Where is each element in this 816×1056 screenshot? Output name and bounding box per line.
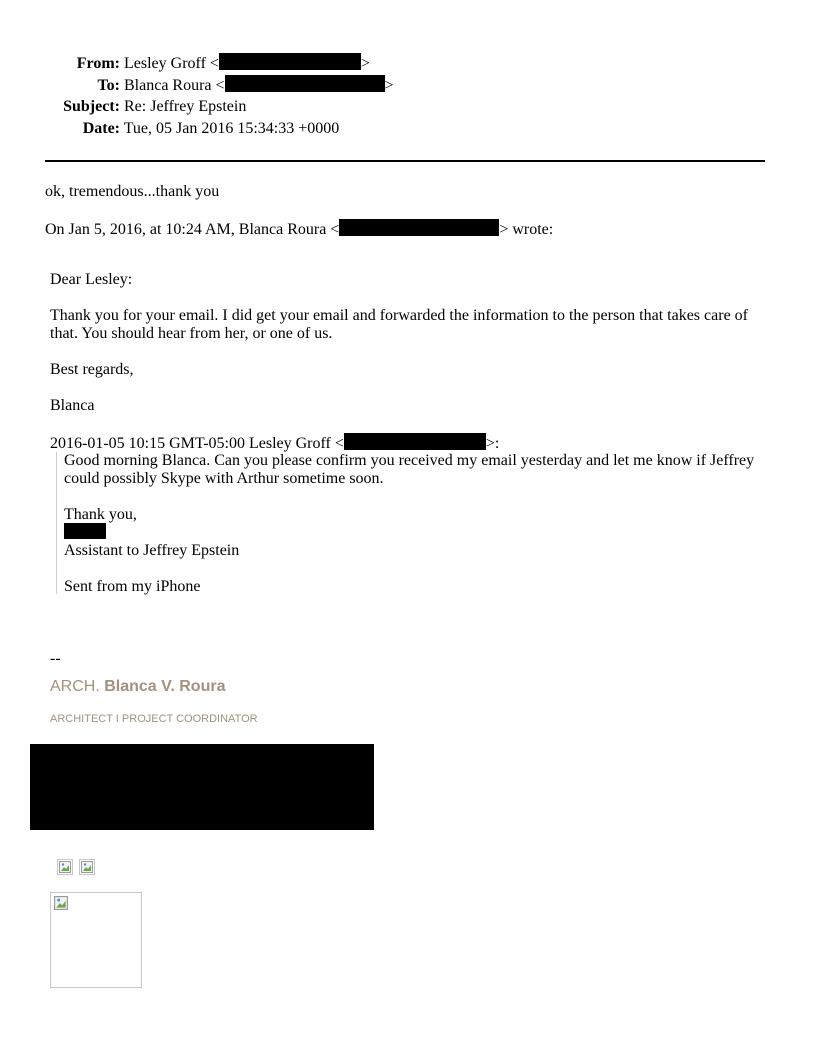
quote-sent: Sent from my iPhone [64, 578, 201, 595]
to-label: To: [97, 77, 120, 94]
redacted-email [344, 433, 486, 450]
quote-thanks: Thank you, [64, 506, 137, 523]
quote-attribution [45, 219, 553, 239]
broken-image-icon[interactable] [57, 859, 73, 875]
image-icon [59, 861, 71, 873]
nested-attribution-text: 2016-01-05 10:15 GMT-05:00 Lesley Groff < [50, 435, 344, 452]
date-label: Date: [82, 120, 120, 137]
subject-value: Re: Jeffrey Epstein [124, 98, 247, 115]
to-bracket: > [384, 77, 394, 94]
from-row [0, 53, 370, 74]
to-value: Blanca Roura < [124, 77, 225, 94]
quote-line: could possibly Skype with Arthur sometime soon. [64, 470, 384, 487]
redacted-name [64, 523, 106, 539]
reply-text: ok, tremendous...thank you [45, 183, 220, 200]
signature-name [50, 678, 225, 696]
image-icon [81, 861, 93, 873]
header-divider [45, 160, 765, 162]
signature-title: ARCHITECT I PROJECT COORDINATOR [50, 713, 258, 725]
redacted-email [219, 53, 361, 70]
redacted-block [30, 744, 374, 830]
signature-separator: -- [50, 650, 61, 667]
redacted-email [339, 219, 499, 236]
nested-quote-attribution [50, 433, 499, 453]
date-value: Tue, 05 Jan 2016 15:34:33 +0000 [123, 120, 340, 137]
quote-bar [56, 452, 57, 594]
from-bracket: > [360, 55, 370, 72]
broken-image-frame[interactable] [50, 892, 142, 988]
subject-label: Subject: [63, 98, 120, 115]
signature-prefix: ARCH. [50, 678, 100, 695]
date-row [0, 119, 339, 139]
quote-line: Good morning Blanca. Can you please confirm you received my email yesterday and let me know if Jeffrey [64, 452, 755, 469]
closing: Best regards, [50, 361, 134, 378]
paragraph-line: that. You should hear from her, or one of us. [50, 325, 333, 342]
greeting: Dear Lesley: [50, 271, 133, 288]
signoff: Blanca [50, 397, 95, 414]
broken-image-icon[interactable] [79, 859, 95, 875]
nested-attribution-end: >: [485, 435, 500, 452]
from-label: From: [76, 55, 120, 72]
redacted-email [225, 75, 385, 92]
subject-row [0, 97, 246, 117]
attribution-end: > wrote: [499, 221, 554, 238]
image-icon [54, 896, 68, 910]
attribution-text: On Jan 5, 2016, at 10:24 AM, Blanca Roura < [45, 221, 340, 238]
from-value: Lesley Groff < [124, 55, 219, 72]
quote-role: Assistant to Jeffrey Epstein [64, 542, 240, 559]
signature-fullname: Blanca V. Roura [104, 678, 226, 695]
paragraph-line: Thank you for your email. I did get your email and forwarded the information to the person that takes care of [50, 307, 748, 324]
to-row [0, 75, 394, 96]
